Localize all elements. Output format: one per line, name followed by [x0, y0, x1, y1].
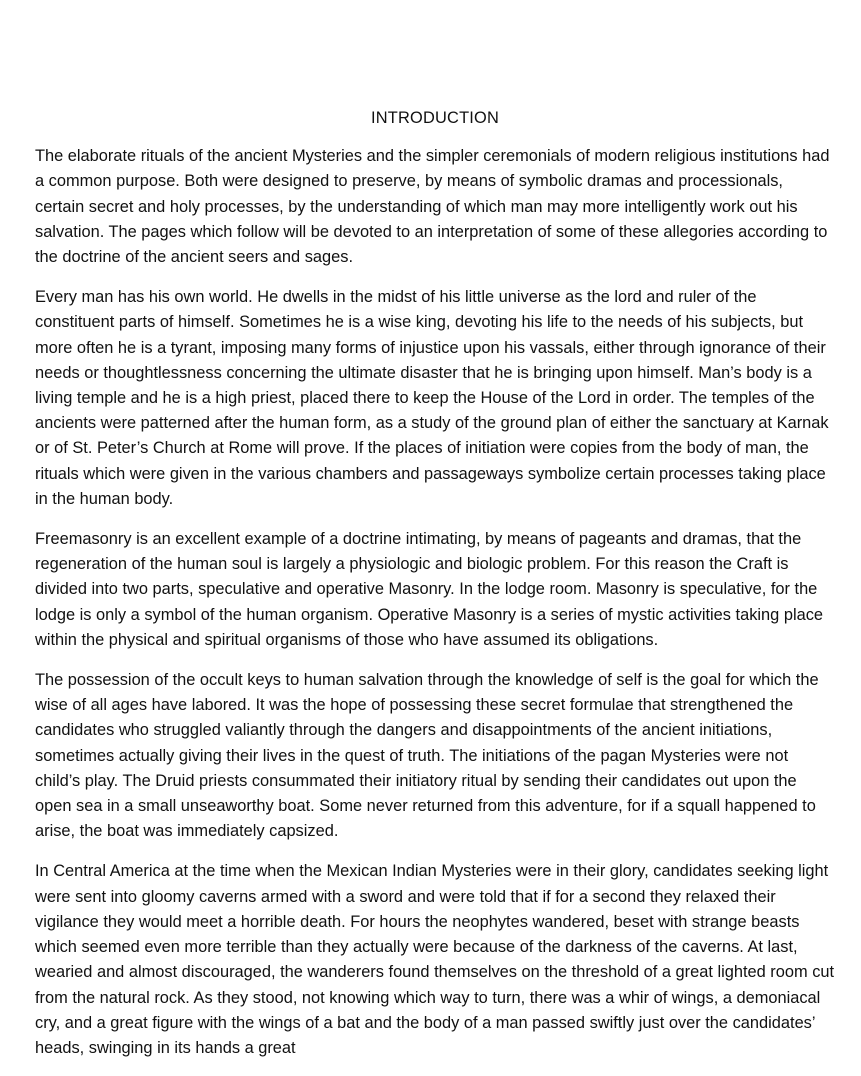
paragraph-4: The possession of the occult keys to human salvation through the knowledge of self is the goal for which the wise of all ages have labored. It was the hope of possessing these secret formulae that strengthened the candidates who struggled valiantly through the dangers and disappointments of the ancient initiations, sometimes actually giving their lives in the quest of truth. The initiations of the pagan Mysteries were not child’s play. The Druid priests consummated their initiatory ritual by sending their candidates out upon the open sea in a small unseaworthy boat. Some never returned from this adventure, for if a squall happened to arise, the boat was immediately capsized. — [35, 671, 819, 841]
paragraph-5: In Central America at the time when the Mexican Indian Mysteries were in their glory, candidates seeking light were sent into gloomy caverns armed with a sword and were told that if for a second they relaxed their vigilance they would meet a horrible death. For hours the neophytes wandered, beset with strange beasts which seemed even more terrible than they actually were because of the darkness of the caverns. At last, wearied and almost discouraged, the wanderers found themselves on the threshold of a great lighted room cut from the natural rock. As they stood, not knowing which way to turn, there was a whir of wings, a demoniacal cry, and a great figure with the wings of a bat and the body of a man passed swiftly just over the candidates’ heads, swinging in its hands a great — [35, 862, 835, 1057]
document-body — [35, 106, 835, 1076]
paragraph-2: Every man has his own world. He dwells in the midst of his little universe as the lord and ruler of the constituent parts of himself. Sometimes he is a wise king, devoting his life to the needs of his subjects, but more often he is a tyrant, imposing many forms of injustice upon his vassals, either through ignorance of their needs or thoughtlessness concerning the ultimate disaster that he is bringing upon himself. Man’s body is a living temple and he is a high priest, placed there to keep the House of the Lord in order. The temples of the ancients were patterned after the human form, as a study of the ground plan of either the sanctuary at Karnak or of St. Peter’s Church at Rome will prove. If the places of initiation were copies from the body of man, the rituals which were given in the various chambers and passageways symbolize certain processes taking place in the human body. — [35, 288, 829, 508]
section-heading: INTRODUCTION — [370, 109, 500, 127]
paragraph-3: Freemasonry is an excellent example of a doctrine intimating, by means of pageants and dramas, that the regeneration of the human soul is largely a physiologic and biologic problem. For this reason the Craft is divided into two parts, speculative and operative Masonry. In the lodge room. Masonry is speculative, for the lodge is only a symbol of the human organism. Operative Masonry is a series of mystic activities taking place within the physical and spiritual organisms of those who have assumed its obligations. — [35, 530, 824, 649]
paragraph-1: The elaborate rituals of the ancient Mysteries and the simpler ceremonials of modern religious institutions had a common purpose. Both were designed to preserve, by means of symbolic dramas and processionals, certain secret and holy processes, by the understanding of which man may more intelligently work out his salvation. The pages which follow will be devoted to an interpretation of some of these allegories according to the doctrine of the ancient seers and sages. — [35, 147, 830, 267]
